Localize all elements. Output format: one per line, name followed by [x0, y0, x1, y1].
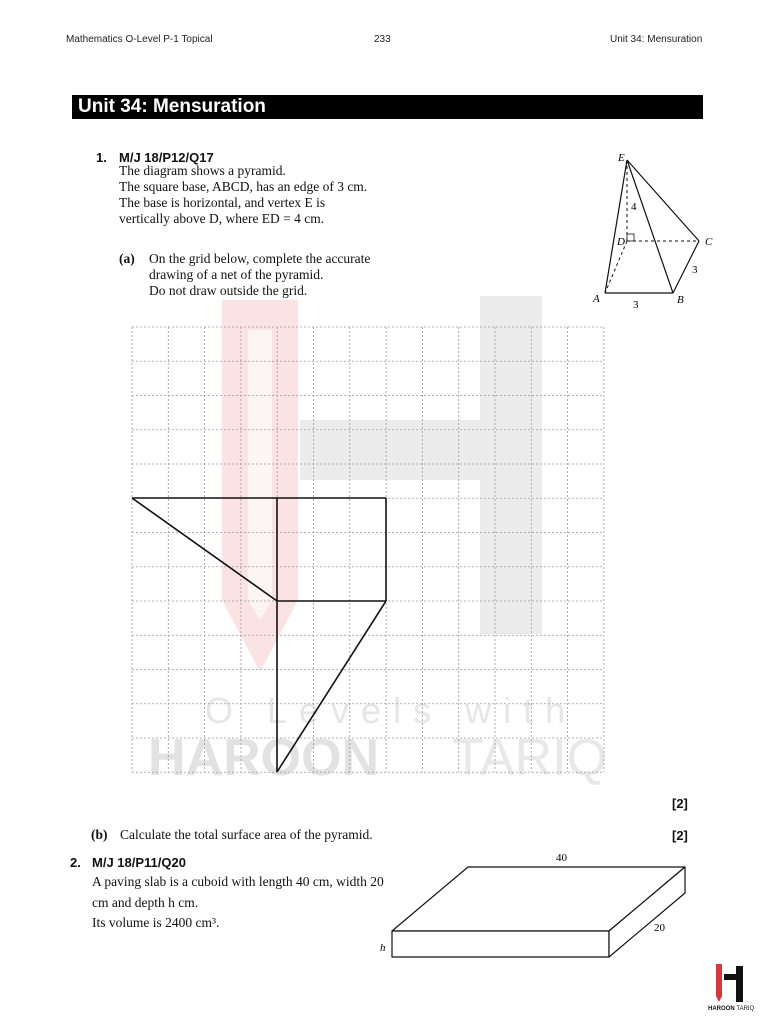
watermark-surname: TARIQ — [452, 729, 608, 787]
unit-title: Unit 34: Mensuration — [72, 95, 703, 119]
q2-line2: cm and depth h cm. — [92, 895, 199, 910]
q1b-label: (b) — [91, 827, 108, 842]
q1a-marks: [2] — [672, 796, 688, 811]
label-c: C — [705, 236, 713, 248]
net-line-slant-left — [132, 498, 277, 601]
q1b-marks: [2] — [672, 828, 688, 843]
grid-lines — [132, 327, 604, 772]
label-ed-length: 4 — [631, 201, 637, 213]
label-a: A — [593, 293, 600, 305]
slab-length-label: 40 — [556, 852, 567, 864]
net-line-slant-right — [277, 601, 386, 772]
q1a-label: (a) — [119, 251, 135, 266]
q2-line3: Its volume is 2400 cm³. — [92, 915, 220, 930]
q1-number: 1. — [96, 150, 107, 165]
q1a-line3: Do not draw outside the grid. — [149, 283, 308, 298]
net-drawing — [132, 498, 386, 772]
label-e: E — [618, 152, 625, 164]
label-bc-length: 3 — [692, 264, 698, 276]
logo-mark — [706, 960, 750, 1006]
q1-line4: vertically above D, where ED = 4 cm. — [119, 211, 325, 226]
q1-line2: The square base, ABCD, has an edge of 3 cm. — [119, 179, 368, 194]
q1b-text: Calculate the total surface area of the pyramid. — [120, 827, 373, 842]
watermark-line1: O Levels with — [205, 690, 578, 731]
q2-number: 2. — [70, 855, 81, 870]
label-b: B — [677, 294, 684, 306]
logo-text — [708, 1006, 754, 1012]
label-d: D — [617, 236, 625, 248]
header-left: Mathematics O-Level P-1 Topical — [66, 34, 213, 45]
q1-line1: The diagram shows a pyramid. — [119, 163, 286, 178]
page-number: 233 — [374, 34, 391, 45]
q1a-line1: On the grid below, complete the accurate — [149, 251, 371, 266]
q1a-line2: drawing of a net of the pyramid. — [149, 267, 324, 282]
header-right: Unit 34: Mensuration — [610, 34, 703, 45]
q1-line3: The base is horizontal, and vertex E is — [119, 195, 326, 210]
q2-code: M/J 18/P11/Q20 — [92, 855, 186, 870]
slab-diagram — [370, 845, 700, 965]
slab-front-face — [392, 931, 609, 957]
q1-code: M/J 18/P12/Q17 — [119, 150, 214, 165]
logo-right-bar — [736, 966, 743, 1002]
slab-depth-label: h — [380, 942, 386, 954]
logo-name: HAROON — [708, 1006, 735, 1012]
logo-surname: TARIQ — [736, 1006, 755, 1012]
label-ab-length: 3 — [633, 299, 639, 311]
q2-line1: A paving slab is a cuboid with length 40 cm, width 20 — [92, 874, 384, 889]
slab-width-label: 20 — [654, 922, 665, 934]
watermark-name: HAROON — [148, 729, 380, 787]
logo-pencil — [716, 964, 722, 1002]
